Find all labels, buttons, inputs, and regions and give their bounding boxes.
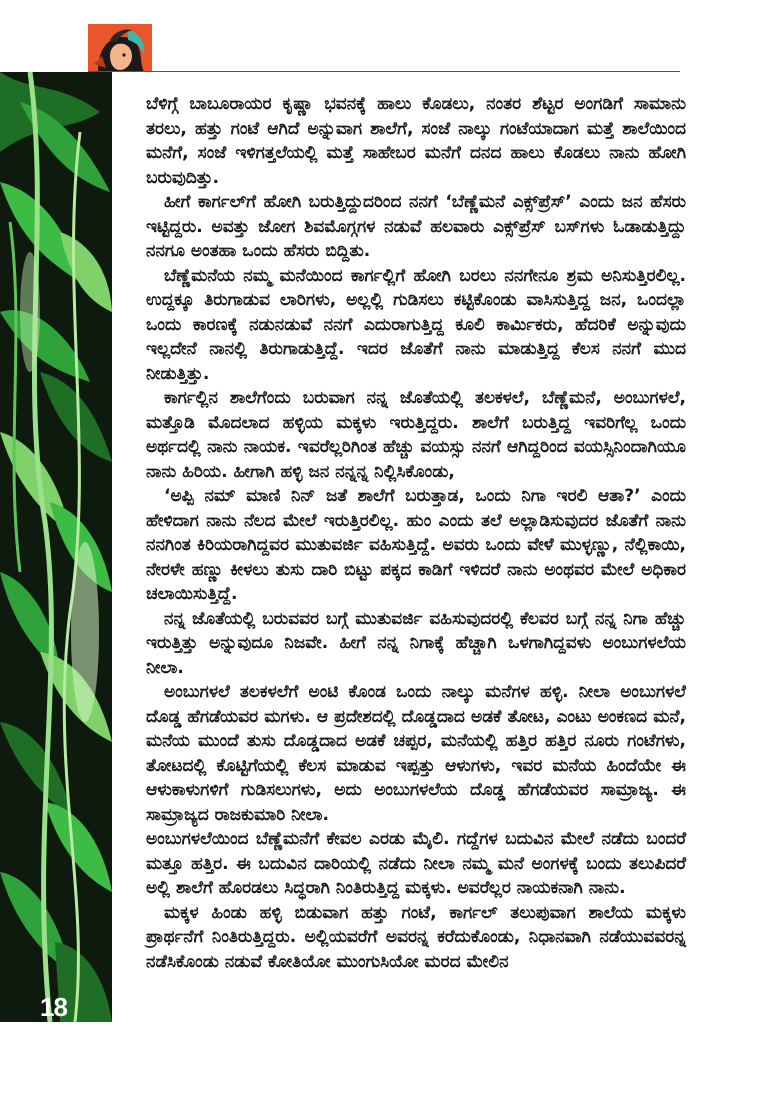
paragraph: ಬೆಣ್ಣೆಮನೆಯ ನಮ್ಮ ಮನೆಯಿಂದ ಕಾರ್ಗಲ್ಲಿಗೆ ಹೋಗಿ ಬರಲು ನನಗೇನೂ ಶ್ರಮ ಅನಿಸುತ್ತಿರಲಿಲ್ಲ. ಉದ್ದಕ್ಕೂ ತಿರುಗಾಡುವ ಲಾರಿಗಳು, ಅಲ್ಲಲ್ಲಿ ಗುಡಿಸಲು ಕಟ್ಟಿಕೊಂಡು ವಾಸಿಸುತ್ತಿದ್ದ ಜನ, ಒಂದಲ್ಲಾ ಒಂದು ಕಾರಣಕ್ಕೆ ನಡುನಡುವೆ ನನಗೆ ಎದುರಾಗುತ್ತಿದ್ದ ಕೂಲಿ ಕಾರ್ಮಿಕರು, ಹೆದರಿಕೆ ಅನ್ನುವುದು ಇಲ್ಲದೇನೆ ನಾನಲ್ಲಿ ತಿರುಗಾಡುತ್ತಿದ್ದೆ. ಇದರ ಜೊತೆಗೆ ನಾನು ಮಾಡುತ್ತಿದ್ದ ಕೆಲಸ ನನಗೆ ಮುದ ನೀಡುತ್ತಿತ್ತು.	[146, 265, 686, 384]
header-rule	[88, 71, 680, 72]
paragraph: ‘ಅಪ್ಪಿ ನಮ್ ಮಾಣಿ ನಿನ್ ಜತೆ ಶಾಲೆಗೆ ಬರುತ್ತಾಡ, ಒಂದು ನಿಗಾ ಇರಲಿ ಆತಾ?’ ಎಂದು ಹೇಳಿದಾಗ ನಾನು ನೆಲದ ಮೇಲೆ ಇರುತ್ತಿರಲಿಲ್ಲ. ಹುಂ ಎಂದು ತಲೆ ಅಲ್ಲಾಡಿಸುವುದರ ಜೊತೆಗೆ ನಾನು ನನಗಿಂತ ಕಿರಿಯರಾಗಿದ್ದವರ ಮುತುವರ್ಜಿ ವಹಿಸುತ್ತಿದ್ದೆ. ಅವರು ಒಂದು ವೇಳೆ ಮುಳ್ಳಣ್ಣು, ನೆಲ್ಲಿಕಾಯಿ, ನೇರಳೇ ಹಣ್ಣು ಕೀಳಲು ತುಸು ದಾರಿ ಬಿಟ್ಟು ಪಕ್ಕದ ಕಾಡಿಗೆ ಇಳಿದರೆ ನಾನು ಅಂಥವರ ಮೇಲೆ ಅಧಿಕಾರ ಚಲಾಯಿಸುತ್ತಿದ್ದೆ.	[146, 486, 686, 604]
paragraph: ಮಕ್ಕಳ ಹಿಂಡು ಹಳ್ಳಿ ಬಿಡುವಾಗ ಹತ್ತು ಗಂಟೆ, ಕಾರ್ಗಲ್ ತಲುಪುವಾಗ ಶಾಲೆಯ ಮಕ್ಕಳು ಪ್ರಾರ್ಥನೆಗೆ ನಿಂತಿರುತ್ತಿದ್ದರು. ಅಲ್ಲಿಯವರೆಗೆ ಅವರನ್ನ ಕರೆದುಕೊಂಡು, ನಿಧಾನವಾಗಿ ನಡೆಯುವವರನ್ನ ನಡೆಸಿಕೊಂಡು ನಡುವೆ ಕೋತಿಯೋ ಮುಂಗುಸಿಯೋ ಮರದ ಮೇಲಿನ	[146, 902, 686, 972]
paragraph: ನನ್ನ ಜೊತೆಯಲ್ಲಿ ಬರುವವರ ಬಗ್ಗೆ ಮುತುವರ್ಜಿ ವಹಿಸುವುದರಲ್ಲಿ ಕೆಲವರ ಬಗ್ಗೆ ನನ್ನ ನಿಗಾ ಹೆಚ್ಚು ಇರುತ್ತಿತ್ತು ಅನ್ನುವುದೂ ನಿಜವೇ. ಹೀಗೆ ನನ್ನ ನಿಗಾಕ್ಕೆ ಹೆಚ್ಚಾಗಿ ಒಳಗಾಗಿದ್ದವಳು ಅಂಬುಗಳಲೆಯ ನೀಲಾ.	[146, 608, 686, 678]
paragraph: ಬೆಳಿಗ್ಗೆ ಬಾಬೂರಾಯರ ಕೃಷ್ಣಾ ಭವನಕ್ಕೆ ಹಾಲು ಕೊಡಲು, ನಂತರ ಶೆಟ್ಟರ ಅಂಗಡಿಗೆ ಸಾಮಾನು ತರಲು, ಹತ್ತು ಗಂಟೆ ಆಗಿದೆ ಅನ್ನುವಾಗ ಶಾಲೆಗೆ, ಸಂಜೆ ನಾಲ್ಕು ಗಂಟೆಯಾದಾಗ ಮತ್ತೆ ಶಾಲೆಯಿಂದ ಮನೆಗೆ, ಸಂಜೆ ಇಳಿಗತ್ತಲೆಯಲ್ಲಿ ಮತ್ತೆ ಸಾಹೇಬರ ಮನೆಗೆ ದನದ ಹಾಲು ಕೊಡಲು ನಾನು ಹೋಗಿ ಬರುವುದಿತ್ತು.	[146, 94, 686, 188]
paragraph: ಕಾರ್ಗಲ್ಲಿನ ಶಾಲೆಗೆಂದು ಬರುವಾಗ ನನ್ನ ಜೊತೆಯಲ್ಲಿ ತಲಕಳಲೆ, ಬೆಣ್ಣೆಮನೆ, ಅಂಬುಗಳಲೆ, ಮತ್ತೊಡಿ ಮೊದಲಾದ ಹಳ್ಳಿಯ ಮಕ್ಕಳು ಇರುತ್ತಿದ್ದರು. ಶಾಲೆಗೆ ಬರುತ್ತಿದ್ದ ಇವರಿಗೆಲ್ಲ ಒಂದು ಅರ್ಥದಲ್ಲಿ ನಾನು ನಾಯಕ. ಇವರೆಲ್ಲರಿಗಿಂತ ಹೆಚ್ಚು ವಯಸ್ಸು ನನಗೆ ಆಗಿದ್ದರಿಂದ ವಯಸ್ಸಿನಿಂದಾಗಿಯೂ ನಾನು ಹಿರಿಯ. ಹೀಗಾಗಿ ಹಳ್ಳಿ ಜನ ನನ್ನನ್ನ ನಿಲ್ಲಿಸಿಕೊಂಡು,	[146, 388, 686, 482]
page-number: 18	[40, 992, 67, 1022]
paragraph: ಹೀಗೆ ಕಾರ್ಗಲ್‌ಗೆ ಹೋಗಿ ಬರುತ್ತಿದ್ದುದರಿಂದ ನನಗೆ ‘ಬೆಣ್ಣೆಮನೆ ಎಕ್ಸ್‌ಪ್ರೆಸ್’ ಎಂದು ಜನ ಹೆಸರು ಇಟ್ಟಿದ್ದರು. ಅವತ್ತು ಜೋಗ ಶಿವಮೊಗ್ಗಗಳ ನಡುವೆ ಹಲವಾರು ಎಕ್ಸ್‌ಪ್ರೆಸ್ ಬಸ್‌ಗಳು ಓಡಾಡುತ್ತಿದ್ದು ನನಗೂ ಅಂತಹಾ ಒಂದು ಹೆಸರು ಬಿದ್ದಿತು.	[146, 192, 686, 261]
paragraph: ಅಂಬುಗಳಲೆಯಿಂದ ಬೆಣ್ಣೆಮನೆಗೆ ಕೇವಲ ಎರಡು ಮೈಲಿ. ಗದ್ದೆಗಳ ಬದುವಿನ ಮೇಲೆ ನಡೆದು ಬಂದರೆ ಮತ್ತೂ ಹತ್ತಿರ. ಈ ಬದುವಿನ ದಾರಿಯಲ್ಲಿ ನಡೆದು ನೀಲಾ ನಮ್ಮ ಮನೆ ಅಂಗಳಕ್ಕೆ ಬಂದು ತಲುಪಿದರೆ ಅಲ್ಲಿ ಶಾಲೆಗೆ ಹೊರಡಲು ಸಿದ್ಧರಾಗಿ ನಿಂತಿರುತ್ತಿದ್ದ ಮಕ್ಕಳು. ಅವರೆಲ್ಲರ ನಾಯಕನಾಗಿ ನಾನು.	[146, 829, 686, 898]
body-text	[146, 92, 686, 974]
paragraph: ಅಂಬುಗಳಲೆ ತಲಕಳಲೆಗೆ ಅಂಟಿ ಕೊಂಡ ಒಂದು ನಾಲ್ಕು ಮನೆಗಳ ಹಳ್ಳಿ. ನೀಲಾ ಅಂಬುಗಳಲೆ ದೊಡ್ಡ ಹೆಗಡೆಯವರ ಮಗಳು. ಆ ಪ್ರದೇಶದಲ್ಲಿ ದೊಡ್ಡದಾದ ಅಡಕೆ ತೋಟ, ಎಂಟು ಅಂಕಣದ ಮನೆ, ಮನೆಯ ಮುಂದೆ ತುಸು ದೊಡ್ಡದಾದ ಅಡಕೆ ಚಪ್ಪರ, ಮನೆಯಲ್ಲಿ ಹತ್ತಿರ ಹತ್ತಿರ ನೂರು ಗಂಟೆಗಳು, ತೋಟದಲ್ಲಿ ಕೊಟ್ಟಿಗೆಯಲ್ಲಿ ಕೆಲಸ ಮಾಡುವ ಇಪ್ಪತ್ತು ಆಳುಗಳು, ಇವರ ಮನೆಯ ಹಿಂದೆಯೇ ಈ ಆಳುಕಾಳುಗಳಿಗೆ ಗುಡಿಸಲುಗಳು, ಅದು ಅಂಬುಗಳಲೆಯ ದೊಡ್ಡ ಹೆಗಡೆಯವರ ಸಾಮ್ರಾಜ್ಯ. ಈ ಸಾಮ್ರಾಜ್ಯದ ರಾಜಕುಮಾರಿ ನೀಲಾ.	[146, 682, 686, 825]
girl-portrait-icon	[88, 24, 152, 72]
jungle-foliage-illustration	[0, 72, 112, 1022]
